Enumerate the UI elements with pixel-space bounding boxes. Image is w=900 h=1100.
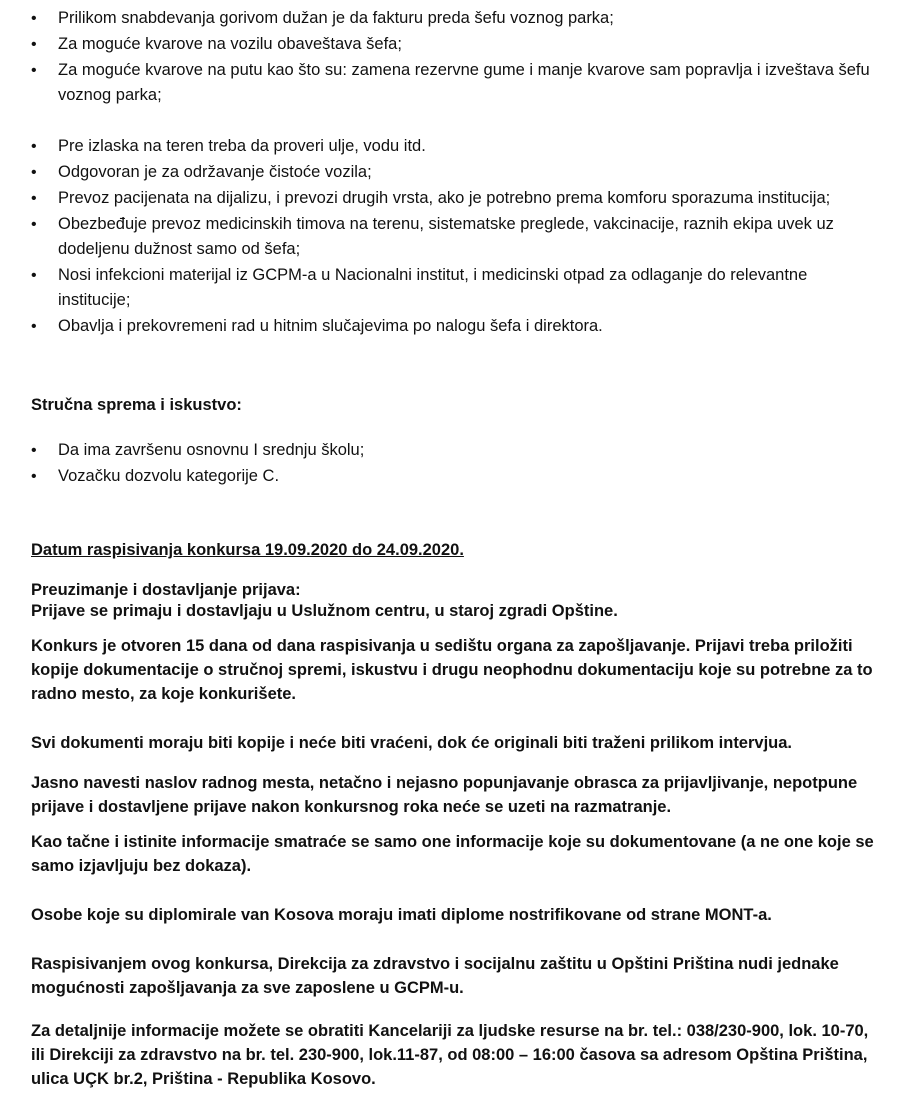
qualifications-heading: Stručna sprema i iskustvo: (31, 396, 242, 414)
list-item: • Pre izlaska na teren treba da proveri ulje, vodu itd. (0, 134, 900, 159)
paragraph-contact: Za detaljnije informacije možete se obratiti Kancelariji za ljudske resurse na br. tel.: 038/230-900, lok. 10-70, ili Direkciji za zdravstvo na br. tel. 230-900, lok.11-87, od 08:00 – 16:00 časova sa adresom Opština Priština, ulica UÇK br.2, Priština - Republika Kosovo. (31, 1022, 869, 1088)
duties-list-part-1 (0, 6, 900, 109)
list-item: • Obezbeđuje prevoz medicinskih timova na terenu, sistematske preglede, vakcinacije, raznih ekipa uvek uz dodeljenu dužnost samo od šefa; (0, 212, 900, 262)
list-item: • Da ima završenu osnovnu I srednju školu; (0, 438, 900, 463)
paragraph-information: Kao tačne i istinite informacije smatraće se samo one informacije koje su dokumentovane (a ne one koje se samo izjavljuju bez dokaza). (31, 833, 874, 875)
list-item: • Prilikom snabdevanja gorivom dužan je da fakturu preda šefu voznog parka; (0, 6, 900, 31)
paragraph-open-period: Konkurs je otvoren 15 dana od dana raspisivanja u sedištu organa za zapošljavanje. Prijavi treba priložiti kopije dokumentacije o stručnoj spremi, iskustvu i drugu neophodnu dokumentaciju koje su potrebne za to radno mesto, za koje konkurišete. (31, 637, 873, 703)
applications-heading: Preuzimanje i dostavljanje prijava: (31, 581, 301, 599)
paragraph-copies: Svi dokumenti moraju biti kopije i neće biti vraćeni, dok će originali biti traženi prilikom intervjua. (31, 734, 793, 752)
list-item: • Za moguće kvarove na putu kao što su: zamena rezervne gume i manje kvarove sam popravlja i izveštava šefu voznog parka; (0, 58, 900, 108)
list-item: • Odgovoran je za održavanje čistoće vozila; (0, 160, 900, 185)
list-item: • Obavlja i prekovremeni rad u hitnim slučajevima po nalogu šefa i direktora. (0, 314, 900, 339)
list-item: • Prevoz pacijenata na dijalizu, i prevozi drugih vrsta, ako je potrebno prema komforu sporazuma institucija; (0, 186, 900, 211)
paragraph-equal-opportunity: Raspisivanjem ovog konkursa, Direkcija za zdravstvo i socijalnu zaštitu u Opštini Priština nudi jednake mogućnosti zapošljavanja za sve zaposlene u GCPM-u. (31, 955, 839, 997)
list-item: • Za moguće kvarove na vozilu obaveštava šefa; (0, 32, 900, 57)
competition-date-line: Datum raspisivanja konkursa 19.09.2020 do 24.09.2020. (31, 541, 464, 559)
qualifications-list (0, 438, 900, 490)
duties-list-part-2 (0, 134, 900, 340)
list-item: • Vozačku dozvolu kategorije C. (0, 464, 900, 489)
list-item: • Nosi infekcioni materijal iz GCPM-a u Nacionalni institut, i medicinski otpad za odlaganje do relevantne institucije; (0, 263, 900, 313)
paragraph-job-title: Jasno navesti naslov radnog mesta, netačno i nejasno popunjavanje obrasca za prijavljivanje, nepotpune prijave i dostavljene prijave nakon konkursnog roka neće se uzeti na razmatranje. (31, 774, 858, 816)
applications-text: Prijave se primaju i dostavljaju u Uslužnom centru, u staroj zgradi Opštine. (31, 602, 618, 620)
paragraph-diploma: Osobe koje su diplomirale van Kosova moraju imati diplome nostrifikovane od strane MONT-a. (31, 906, 772, 924)
